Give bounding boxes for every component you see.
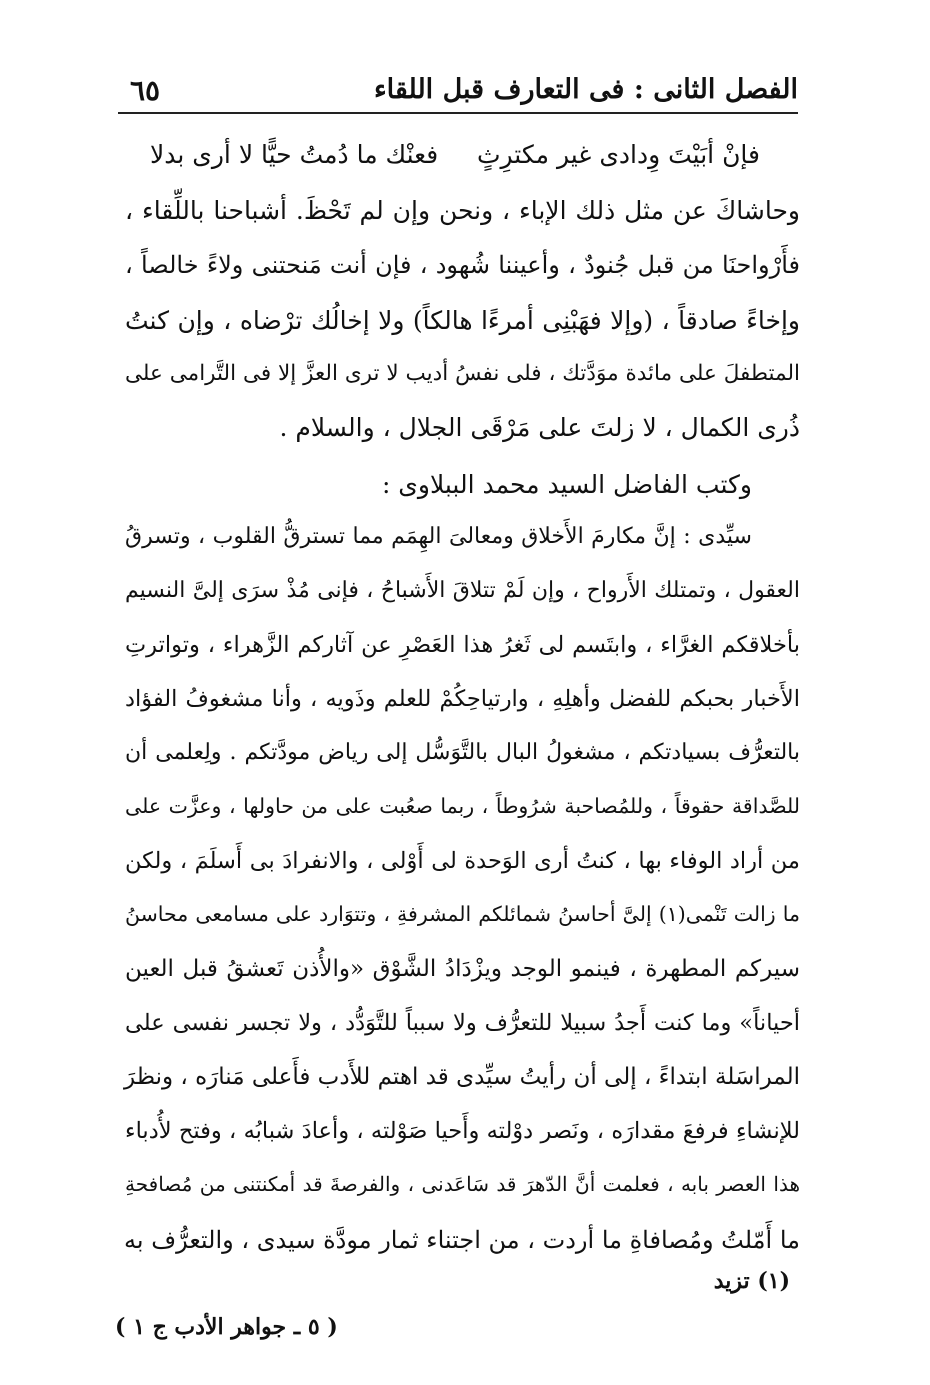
body-line: المتطفلَ على مائدة موَدَّتك ، فلى نفسُ أديب لا ترى العزَّ إلا فى التَّرامى على <box>125 361 800 386</box>
poem-verse <box>150 140 760 180</box>
letter-line: العقول ، وتمتلك الأَرواح ، وإن لَمْ تتلاقَ الأَشباحُ ، فإنى مُذْ سرَى إلىَّ النسيم <box>125 578 800 603</box>
letter-line: سيركم المطهرة ، فينمو الوجد ويزْدَادُ الشَّوْق «والأُذن تَعشقُ قبل العين <box>125 956 800 982</box>
letter-line: هذا العصر بابه ، فعلمت أنَّ الدّهرَ قد سَاعَدنى ، والفرصةَ قد أمكنتنى من مُصافحةِ <box>125 1172 800 1196</box>
body-line: وإخاءً صادقاً ، (وإلا فهَبْنِى أمرءًا هالكاً) ولا إخالُك ترْضاه ، وإن كنتُ <box>125 306 800 335</box>
body-line: فأَرْواحنَا من قبل جُنودٌ ، وأعيننا شُهود ، فإن أنت مَنحتنى ولاءً خالصاً ، <box>125 251 800 279</box>
letter-line: ما أَمّلتُ ومُصافاةِ ما أردت ، من اجتناء ثمار مودَّة سيدى ، والتعرُّف به <box>124 1226 800 1254</box>
letter-line: أحياناً» وما كنت أَجدُ سبيلا للتعرُّف ولا سبباً للتَّوَدُّد ، ولا تجسر نفسى على <box>125 1010 800 1036</box>
body-line: وحاشاكَ عن مثل ذلك الإباء ، ونحن وإن لم تَحْظَ. أشباحنا باللِّقاء ، <box>125 196 800 225</box>
letter-line: الأَخبار بحبكم للفضل وأهلِهِ ، وارتياحِكُمْ للعلم وذَويه ، وأنا مشغوفُ الفؤاد <box>125 686 800 712</box>
letter-line: سيِّدى : إنَّ مكارمَ الأَخلاق ومعالىَ الهِمَم مما تسترقُّ القلوب ، وتسرقُ <box>125 524 752 549</box>
signature-mark: ( ٥ ـ جواهر الأدب ج ١ ) <box>115 1314 338 1340</box>
letter-line: المراسَلة ابتداءً ، إلى أن رأيتُ سيِّدى قد اهتم للأَدب فأَعلى مَنارَه ، ونظرَ <box>124 1064 800 1090</box>
page-header <box>118 70 798 110</box>
page-number: ٦٥ <box>130 74 161 107</box>
letter-intro: وكتب الفاضل السيد محمد الببلاوى : <box>381 470 752 499</box>
body-line: ذُرى الكمال ، لا زلتَ على مَرْقَى الجلال ، والسلام . <box>279 413 800 442</box>
verse-first-hemistich: فإنْ أبَيْتَ وِدادى غير مكترِثٍ <box>476 140 760 169</box>
footnote: (١) تزيد <box>713 1268 790 1294</box>
letter-line: للصَّداقة حقوقاً ، وللمُصاحبة شرُوطاً ، ربما صعُبت على من حاولها ، وعزَّت على <box>125 794 800 818</box>
letter-line: بأخلاقكم الغرَّاء ، وابتَسم لى ثَغرُ هذا العَصْرِ عن آثاركم الزَّهراء ، وتواترتِ <box>125 632 800 658</box>
letter-line: للإنشاءِ فرفعَ مقدارَه ، ونَصر دوْلته وأَحيا صَوْلته ، وأعادَ شبابُه ، وفتح لأُدباء <box>125 1118 800 1144</box>
header-rule <box>118 112 798 114</box>
letter-line: من أراد الوفاء بها ، كنتُ أرى الوَحدة لى أَوْلى ، والانفرادَ بى أَسلَمَ ، ولكن <box>125 848 800 874</box>
running-title: الفصل الثانى : فى التعارف قبل اللقاء <box>373 74 798 105</box>
letter-line: ما زالت تَنْمى(١) إلىَّ أحاسنُ شمائلكم المشرفةِ ، وتتوَارد على مسامعى محاسنُ <box>125 902 801 926</box>
verse-second-hemistich: فعنْك ما دُمتُ حيًّا لا أرى بدلا <box>150 140 439 169</box>
letter-line: بالتعرُّف بسيادتكم ، مشغولُ البال بالتَّوَسُّل إلى رياض مودَّتكم . ولِعلمى أن <box>125 740 801 765</box>
